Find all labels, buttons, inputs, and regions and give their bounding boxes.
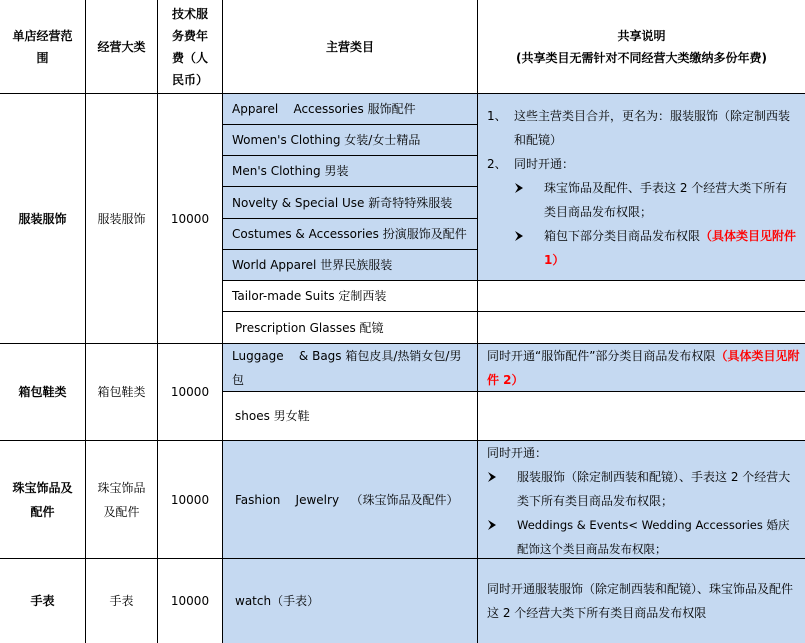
note-text-red: （具体类目见附件 1） (544, 229, 797, 267)
main-category-item-text: Novelty & Special Use 新奇特特殊服装 (232, 195, 453, 210)
note-text-plain: 同时开通“服饰配件”部分类目商品发布权限 (487, 349, 716, 363)
main-category-item-text: Men's Clothing 男装 (232, 164, 349, 178)
arrowhead-bullet-icon (514, 176, 544, 224)
main-category-item (223, 156, 478, 187)
category-apparel (86, 94, 158, 344)
main-category-item (223, 219, 478, 250)
note-text: Weddings & Events< Wedding Accessories 婚庆配饰这个类目商品发布权限； (517, 518, 790, 556)
header-category (86, 0, 158, 94)
main-category-item (223, 344, 478, 392)
shared-note-watch (478, 559, 805, 643)
main-category-item-text: shoes 男女鞋 (235, 409, 310, 423)
note-numbered-line (487, 104, 799, 152)
note-text: 服装服饰（除定制西装和配镜）、手表这 2 个经营大类下所有类目商品发布权限； (517, 470, 791, 508)
header-scope (0, 0, 86, 94)
main-category-item (223, 312, 478, 344)
shared-note-bags (478, 344, 805, 392)
category-bags (86, 344, 158, 441)
note-text-red: （具体类目见附件 2） (487, 349, 800, 387)
fee-jewelry-text: 10000 (170, 492, 210, 507)
scope-apparel (0, 94, 86, 344)
main-category-item (223, 187, 478, 219)
fee-bags-text: 10000 (170, 385, 210, 399)
main-category-item-text: Women's Clothing 女装/女士精品 (232, 133, 421, 147)
shared-note-empty (478, 312, 805, 344)
note-text-plain: 箱包下部分类目商品发布权限 (544, 229, 701, 243)
fee-watch (158, 559, 223, 643)
header-main-category (223, 0, 478, 94)
main-category-item-text: World Apparel 世界民族服装 (232, 258, 393, 272)
category-jewelry-text: 珠宝饰品及配件 (97, 480, 146, 519)
scope-watch (0, 559, 86, 643)
category-apparel-text: 服装服饰 (97, 211, 146, 226)
note-numbered-line (487, 152, 799, 176)
main-category-item-text: Luggage & Bags 箱包皮具/热销女包/男包 (232, 349, 462, 387)
note-text: 同时开通服装服饰（除定制西装和配镜）、珠宝饰品及配件这 2 个经营大类下所有类目商品发布权限 (487, 582, 794, 620)
header-shared-note (478, 0, 805, 94)
main-category-item-text: watch（手表） (235, 594, 320, 608)
main-category-item-text: Apparel Accessories 服饰配件 (232, 102, 416, 116)
scope-bags-text: 箱包鞋类 (18, 385, 67, 399)
scope-watch-text: 手表 (30, 594, 55, 608)
main-category-item (223, 281, 478, 312)
note-number: 2、 (487, 157, 507, 171)
header-category-text: 经营大类 (97, 39, 146, 54)
header-shared-title: 共享说明 (617, 28, 666, 43)
category-watch-text: 手表 (109, 594, 134, 608)
header-fee-text: 技术服务费年费（人民币） (171, 6, 208, 87)
main-category-item (223, 559, 478, 643)
shared-note-empty (478, 281, 805, 312)
header-shared-subtitle: (共享类目无需针对不同经营大类缴纳多份年费) (516, 50, 767, 65)
scope-bags (0, 344, 86, 441)
category-jewelry (86, 441, 158, 559)
note-bullet-line (487, 465, 799, 513)
main-category-item-text: Costumes & Accessories 扮演服饰及配件 (232, 227, 467, 241)
main-category-item-text: Prescription Glasses 配镜 (235, 320, 384, 335)
category-bags-text: 箱包鞋类 (97, 385, 146, 399)
fee-watch-text: 10000 (170, 594, 210, 608)
main-category-item (223, 250, 478, 281)
header-fee (158, 0, 223, 94)
note-bullet-line (487, 224, 799, 272)
scope-apparel-text: 服装服饰 (18, 211, 67, 226)
shared-note-jewelry (478, 441, 805, 559)
fee-apparel-text: 10000 (170, 211, 210, 226)
arrowhead-bullet-icon (487, 513, 517, 561)
note-text: 珠宝饰品及配件、手表这 2 个经营大类下所有类目商品发布权限； (544, 181, 788, 219)
note-text: 这些主营类目合并，更名为：服装服饰（除定制西装和配镜） (514, 109, 791, 147)
main-category-item-text: Tailor-made Suits 定制西装 (232, 289, 387, 303)
note-text: 同时开通： (487, 446, 548, 460)
main-category-item (223, 441, 478, 559)
header-scope-text: 单店经营范围 (12, 28, 73, 65)
note-bullet-line (487, 513, 799, 561)
note-bullet-line (487, 176, 799, 224)
arrowhead-bullet-icon (487, 465, 517, 513)
shared-note-empty (478, 392, 805, 441)
scope-jewelry (0, 441, 86, 559)
header-main-category-text: 主营类目 (325, 39, 374, 54)
note-text (544, 224, 799, 272)
main-category-item (223, 125, 478, 156)
arrowhead-bullet-icon (514, 224, 544, 272)
fee-apparel (158, 94, 223, 344)
fee-bags (158, 344, 223, 441)
note-text: 同时开通： (514, 157, 575, 171)
fee-jewelry (158, 441, 223, 559)
main-category-item (223, 94, 478, 125)
main-category-item-text: Fashion Jewelry （珠宝饰品及配件） (235, 492, 459, 507)
main-category-item (223, 392, 478, 441)
note-number: 1、 (487, 109, 507, 123)
category-watch (86, 559, 158, 643)
scope-jewelry-text: 珠宝饰品及配件 (12, 480, 73, 519)
shared-note-apparel (478, 94, 805, 281)
